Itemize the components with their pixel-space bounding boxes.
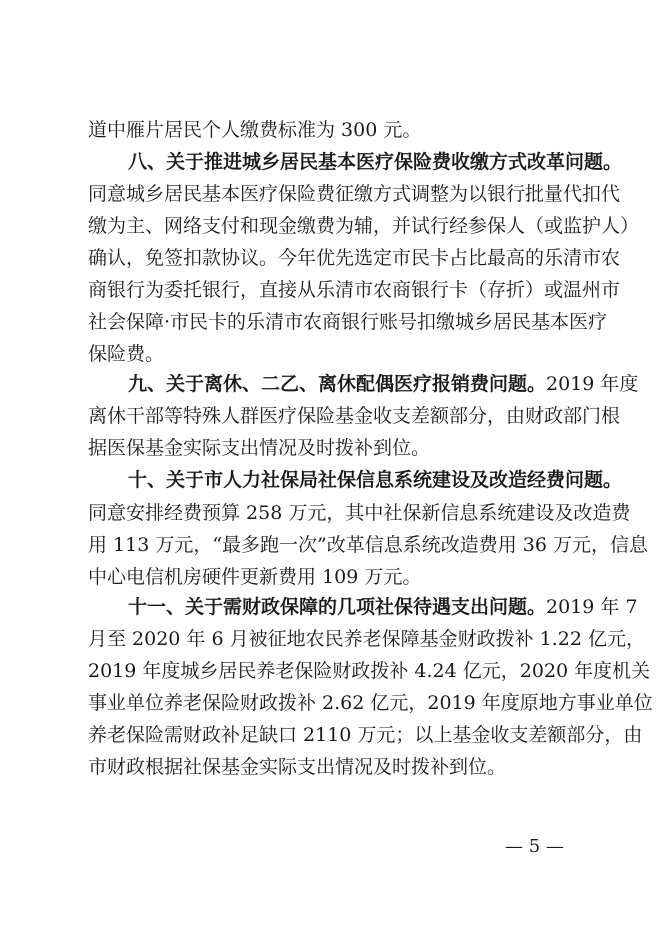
paragraph-line [88, 182, 621, 206]
paragraph-line [88, 533, 649, 557]
section-heading-9 [128, 372, 639, 396]
paragraph-line [88, 565, 573, 589]
section-heading-10 [128, 468, 623, 492]
paragraph-line [88, 659, 651, 683]
heading-text: 十一、关于需财政保障的几项社保待遇支出问题。 [128, 596, 547, 618]
line-text: 2019 年度城乡居民养老保险财政拨补 4.24 亿元，2020 年度机关 [88, 660, 651, 682]
paragraph-line [88, 627, 645, 651]
line-text: 缴为主、网络支付和现金缴费为辅，并试行经参保人（或监护人） [88, 215, 640, 237]
heading-text: 八、关于推进城乡居民基本医疗保险费收缴方式改革问题。 [128, 151, 623, 173]
line-text: 同意安排经费预算 258 万元，其中社保新信息系统建设及改造费 [88, 502, 631, 524]
line-text: 月至 2020 年 6 月被征地农民养老保障基金财政拨补 1.22 亿元， [88, 628, 645, 650]
line-text: 中心电信机房硬件更新费用 109 万元。 [88, 566, 422, 588]
line-text: 用 113 万元，“最多跑一次”改革信息系统改造费用 36 万元，信息 [88, 534, 649, 556]
line-text: 2019 年 7 [546, 596, 638, 618]
line-text: 事业单位养老保险财政拨补 2.62 亿元，2019 年度原地方事业单位 [88, 692, 653, 714]
line-text: 道中雁片居民个人缴费标准为 300 元。 [88, 119, 422, 141]
section-heading-8 [128, 150, 623, 174]
paragraph-line [88, 246, 621, 270]
line-text: 据医保基金实际支出情况及时拨补到位。 [88, 437, 431, 459]
paragraph-line [88, 214, 640, 238]
paragraph-line [88, 691, 653, 715]
line-text: 商银行为委托银行，直接从乐清市农商银行卡（存折）或温州市 [88, 279, 621, 301]
line-text: 保险费。 [88, 343, 165, 365]
line-text: 市财政根据社保基金实际支出情况及时拨补到位。 [88, 756, 507, 778]
paragraph-line [88, 723, 643, 747]
paragraph-line [88, 118, 573, 142]
heading-text: 十、关于市人力社保局社保信息系统建设及改造经费问题。 [128, 469, 623, 491]
line-text: 社会保障·市民卡的乐清市农商银行账号扣缴城乡居民基本医疗 [88, 311, 608, 333]
line-text: 离休干部等特殊人群医疗保险基金收支差额部分，由财政部门根 [88, 405, 621, 427]
line-text: 养老保险需财政补足缺口 2110 万元；以上基金收支差额部分，由 [88, 724, 643, 746]
paragraph-line [88, 342, 573, 366]
line-text: 同意城乡居民基本医疗保险费征缴方式调整为以银行批量代扣代 [88, 183, 621, 205]
paragraph-line [88, 436, 573, 460]
page-number: — 5 — [505, 836, 564, 857]
paragraph-line [88, 310, 608, 334]
paragraph-line [88, 278, 621, 302]
paragraph-line [88, 755, 573, 779]
paragraph-line [88, 501, 631, 525]
line-text: 2019 年度 [546, 373, 639, 395]
line-text: 确认，免签扣款协议。今年优先选定市民卡占比最高的乐清市农 [88, 247, 621, 269]
paragraph-line [88, 404, 621, 428]
heading-text: 九、关于离休、二乙、离休配偶医疗报销费问题。 [128, 373, 547, 395]
section-heading-11 [128, 595, 638, 619]
